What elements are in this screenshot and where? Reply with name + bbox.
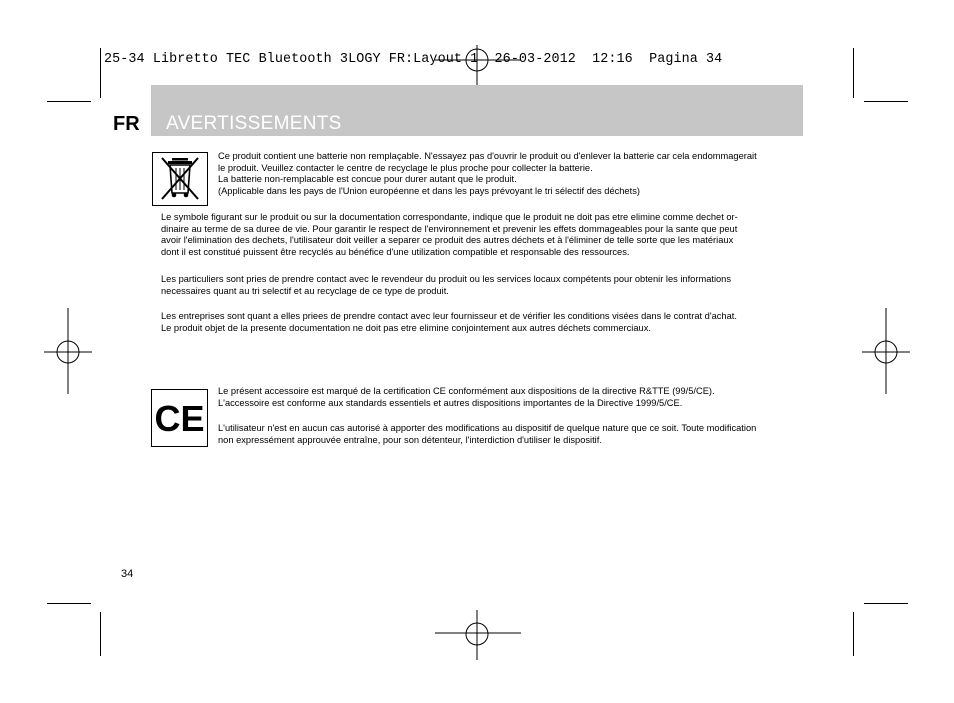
text-line: (Applicable dans les pays de l'Union européenne et dans les pays prévoyant le tri sélectif des déchets) (218, 185, 640, 196)
text-line: L'utilisateur n'est en aucun cas autorisé à apporter des modifications au dispositif de quelque nature que ce soit. Toute modification (218, 423, 757, 433)
crop-mark (100, 48, 101, 98)
crop-mark (47, 101, 91, 102)
companies-notice (161, 311, 737, 334)
text-line: avoir l'elimination des dechets, l'utilisateur doit veiller a separer ce produit des autres déchets et à l'éliminer de telle sorte que les matériaux (161, 235, 734, 246)
page-title: AVERTISSEMENTS (166, 113, 342, 134)
text-line: le produit. Veuillez contacter le centre de recyclage le plus proche pour collecter la batterie. (218, 162, 593, 173)
crop-mark (853, 612, 854, 656)
crop-mark (864, 101, 908, 102)
text-line: Le produit objet de la presente documentation ne doit pas etre elimine conjointement aux autres déchets commerciaux. (161, 322, 651, 333)
individuals-notice (161, 274, 731, 297)
text-line: La batterie non-remplacable est concue pour durer autant que le produit. (218, 174, 517, 185)
crop-mark (853, 48, 854, 98)
registration-mark-icon (435, 610, 521, 660)
text-line: dinaire au terme de sa duree de vie. Pour garantir le respect de l'environnement et prevenir les effets dommageables pour la sante que peut (161, 223, 738, 234)
disposal-notice (161, 212, 738, 258)
modification-notice (218, 423, 756, 446)
text-line: Le symbole figurant sur le produit ou sur la documentation correspondante, indique que le produit ne doit pas etre elimine comme dechet or- (161, 212, 738, 222)
text-line: Les particuliers sont pries de prendre contact avec le revendeur du produit ou les services locaux compétents pour obtenir les informations (161, 274, 731, 284)
ce-mark-text: CE (154, 398, 205, 439)
text-line: Les entreprises sont quant a elles priees de prendre contact avec leur fournisseur et de vérifier les conditions visées dans le contrat d'achat. (161, 311, 737, 321)
crop-mark (864, 603, 908, 604)
weee-icon-box (152, 152, 208, 206)
text-line: L'accessoire est conforme aux standards essentiels et autres dispositions importantes de la Directive 1999/5/CE. (218, 397, 683, 408)
crossed-out-wheelie-bin-icon (153, 153, 207, 205)
text-line: Ce produit contient une batterie non remplaçable. N'essayez pas d'ouvrir le produit ou d'enlever la batterie car cela endommagerait (218, 151, 757, 161)
battery-notice (218, 151, 757, 197)
text-line: necessaires quant au tri selectif et au recyclage de ce type de produit. (161, 285, 449, 296)
text-line: dont il est constitué puissent être recyclés au bénéfice d'une utilization compatible et responsable des ressources. (161, 246, 630, 257)
registration-mark-icon (862, 308, 910, 394)
print-slug: 25-34 Libretto TEC Bluetooth 3LOGY FR:Layout 1 26-03-2012 12:16 Pagina 34 (104, 52, 723, 67)
registration-mark-icon (435, 45, 521, 85)
ce-mark-icon (152, 390, 207, 446)
text-line: non expressément approuvée entraîne, pour son détenteur, l'interdiction d'utiliser le dispositif. (218, 434, 602, 445)
ce-icon-box (151, 389, 208, 447)
registration-mark-icon (44, 308, 92, 394)
text-line: Le présent accessoire est marqué de la certification CE conformément aux dispositions de la directive R&TTE (99/5/CE). (218, 386, 715, 396)
crop-mark (47, 603, 91, 604)
language-code: FR (113, 113, 140, 135)
crop-mark (100, 612, 101, 656)
ce-notice (218, 386, 715, 409)
page-number: 34 (121, 568, 134, 580)
